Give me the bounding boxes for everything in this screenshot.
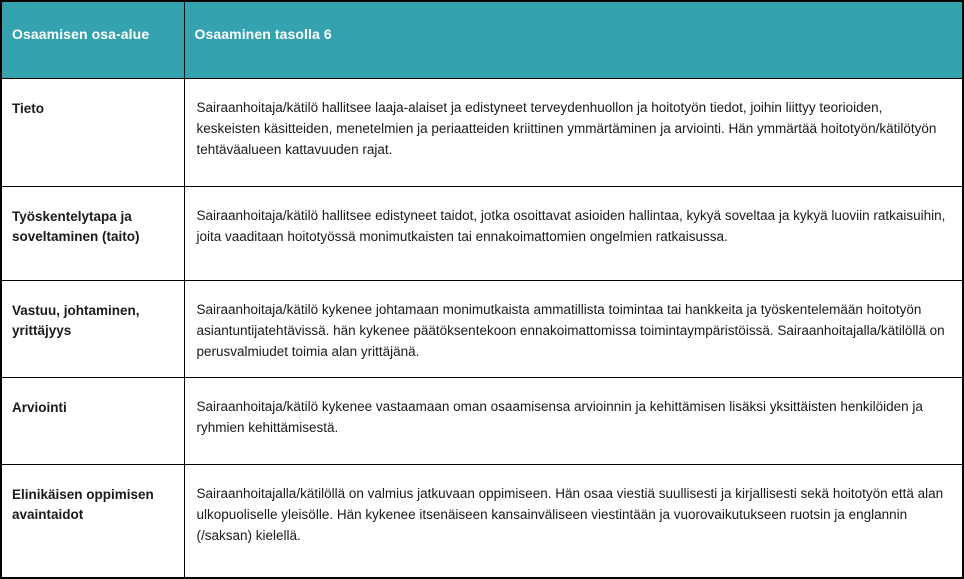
table-header-row xyxy=(1,1,963,78)
row-description: Sairaanhoitaja/kätilö hallitsee edistyneet taidot, jotka osoittavat asioiden hallintaa, kykyä soveltaa ja kykyä luoviin ratkaisuihin, joita vaaditaan hoitotyössä monimutkaisten tai ennakoimattomien ongelmien ratkaisussa. xyxy=(184,186,963,280)
table-row xyxy=(1,464,963,578)
row-label-vastuu: Vastuu, johtaminen, yrittäjyys xyxy=(1,280,184,377)
table-row xyxy=(1,186,963,280)
row-label-arviointi: Arviointi xyxy=(1,377,184,464)
table-row xyxy=(1,78,963,186)
table-row xyxy=(1,377,963,464)
row-label-tieto: Tieto xyxy=(1,78,184,186)
table-row xyxy=(1,280,963,377)
row-description: Sairaanhoitajalla/kätilöllä on valmius jatkuvaan oppimiseen. Hän osaa viestiä suullisesti ja kirjallisesti sekä hoitotyön että alan ulkopuoliselle yleisölle. Hän kykenee itsenäiseen kansainväliseen viestintään ja vuorovaikutukseen ruotsin ja englannin (/saksan) kielellä. xyxy=(184,464,963,578)
row-description: Sairaanhoitaja/kätilö kykenee vastaamaan oman osaamisensa arvioinnin ja kehittämisen lisäksi yksittäisten henkilöiden ja ryhmien kehittämisestä. xyxy=(184,377,963,464)
column-header-competence-area: Osaamisen osa-alue xyxy=(1,1,184,78)
row-description: Sairaanhoitaja/kätilö hallitsee laaja-alaiset ja edistyneet terveydenhuollon ja hoitotyön tiedot, joihin liittyy teorioiden, keskeisten käsitteiden, menetelmien ja periaatteiden kriittinen ymmärtäminen ja arviointi. Hän ymmärtää hoitotyön/kätilötyön tehtäväalueen kattavuuden rajat. xyxy=(184,78,963,186)
row-label-elinikainen-oppiminen: Elinikäisen oppimisen avaintaidot xyxy=(1,464,184,578)
row-label-tyoskentelytapa: Työskentelytapa ja soveltaminen (taito) xyxy=(1,186,184,280)
row-description: Sairaanhoitaja/kätilö kykenee johtamaan monimutkaista ammatillista toimintaa tai hankkeita ja työskentelemään hoitotyön asiantuntijatehtävissä. hän kykenee päätöksentekoon ennakoimattomissa toimintaympäristöissä. Sairaanhoitajalla/kätilöllä on perusvalmiudet toimia alan yrittäjänä. xyxy=(184,280,963,377)
column-header-competence-level-6: Osaaminen tasolla 6 xyxy=(184,1,963,78)
